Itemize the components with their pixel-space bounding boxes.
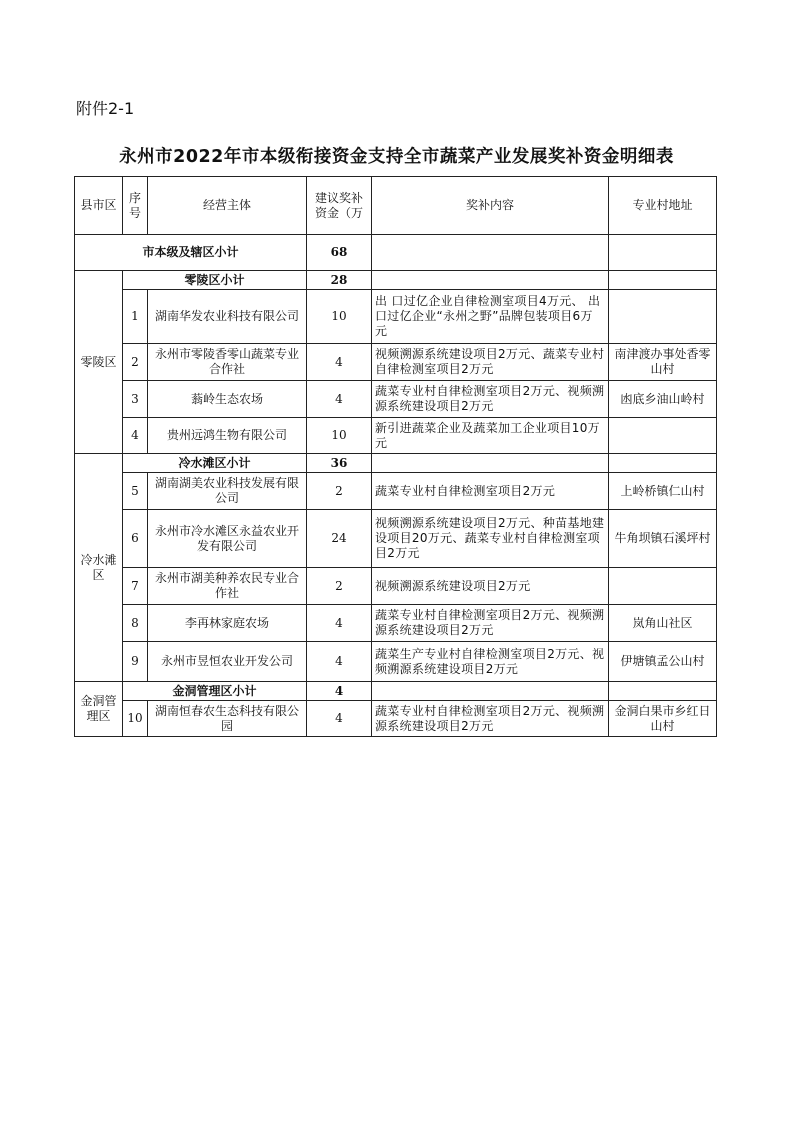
entity-cell: 蓊岭生态农场 xyxy=(148,381,307,418)
seq-cell: 6 xyxy=(123,510,148,568)
content-cell: 蔬菜专业村自律检测室项目2万元、视频溯源系统建设项目2万元 xyxy=(372,381,609,418)
entity-cell: 湖南湖美农业科技发展有限公司 xyxy=(148,473,307,510)
allocation-table xyxy=(74,176,717,737)
entity-cell: 永州市冷水滩区永益农业开发有限公司 xyxy=(148,510,307,568)
county-cell: 零陵区 xyxy=(75,271,123,454)
content-cell: 视频溯源系统建设项目2万元、蔬菜专业村自律检测室项目2万元 xyxy=(372,344,609,381)
entity-cell: 永州市湖美种养农民专业合作社 xyxy=(148,568,307,605)
subtotal-label: 金洞管理区小计 xyxy=(123,682,307,701)
subtotal-content xyxy=(372,682,609,701)
subtotal-amount: 28 xyxy=(307,271,372,290)
table-row xyxy=(75,418,717,454)
total-label: 市本级及辖区小计 xyxy=(75,235,307,271)
amount-cell: 10 xyxy=(307,290,372,344)
entity-cell: 湖南华发农业科技有限公司 xyxy=(148,290,307,344)
table-row xyxy=(75,344,717,381)
table-row xyxy=(75,473,717,510)
amount-cell: 4 xyxy=(307,605,372,642)
header-content: 奖补内容 xyxy=(372,177,609,235)
total-row xyxy=(75,235,717,271)
seq-cell: 2 xyxy=(123,344,148,381)
table-row xyxy=(75,568,717,605)
village-cell: 南津渡办事处香零山村 xyxy=(609,344,717,381)
seq-cell: 4 xyxy=(123,418,148,454)
subtotal-village xyxy=(609,454,717,473)
amount-cell: 4 xyxy=(307,701,372,737)
entity-cell: 永州市零陵香零山蔬菜专业合作社 xyxy=(148,344,307,381)
county-cell: 金洞管理区 xyxy=(75,682,123,737)
content-cell: 蔬菜生产专业村自律检测室项目2万元、视频溯源系统建设项目2万元 xyxy=(372,642,609,682)
seq-cell: 7 xyxy=(123,568,148,605)
content-cell: 蔬菜专业村自律检测室项目2万元 xyxy=(372,473,609,510)
amount-cell: 4 xyxy=(307,642,372,682)
content-cell: 蔬菜专业村自律检测室项目2万元、视频溯源系统建设项目2万元 xyxy=(372,701,609,737)
entity-cell: 贵州远鸿生物有限公司 xyxy=(148,418,307,454)
entity-cell: 湖南恒春农生态科技有限公园 xyxy=(148,701,307,737)
content-cell: 出 口过亿企业自律检测室项目4万元、 出 口过亿企业“永州之野”品牌包装项目6万元 xyxy=(372,290,609,344)
total-village xyxy=(609,235,717,271)
village-cell: 上岭桥镇仁山村 xyxy=(609,473,717,510)
entity-cell: 李再林家庭农场 xyxy=(148,605,307,642)
total-content xyxy=(372,235,609,271)
subtotal-row xyxy=(75,271,717,290)
subtotal-content xyxy=(372,454,609,473)
village-cell xyxy=(609,290,717,344)
attachment-label: 附件2-1 xyxy=(76,99,135,118)
amount-cell: 2 xyxy=(307,473,372,510)
subtotal-label: 零陵区小计 xyxy=(123,271,307,290)
amount-cell: 2 xyxy=(307,568,372,605)
table-row xyxy=(75,290,717,344)
seq-cell: 1 xyxy=(123,290,148,344)
header-county: 县市区 xyxy=(75,177,123,235)
subtotal-row xyxy=(75,454,717,473)
village-cell: 伊塘镇孟公山村 xyxy=(609,642,717,682)
seq-cell: 9 xyxy=(123,642,148,682)
seq-cell: 3 xyxy=(123,381,148,418)
table-row xyxy=(75,701,717,737)
header-seq: 序号 xyxy=(123,177,148,235)
subtotal-amount: 4 xyxy=(307,682,372,701)
village-cell: 牛角坝镇石溪坪村 xyxy=(609,510,717,568)
table-row xyxy=(75,642,717,682)
village-cell: 金洞白果市乡红日山村 xyxy=(609,701,717,737)
total-amount: 68 xyxy=(307,235,372,271)
village-cell xyxy=(609,568,717,605)
table-row xyxy=(75,605,717,642)
header-amount: 建议奖补资金（万 xyxy=(307,177,372,235)
content-cell: 视频溯源系统建设项目2万元、种苗基地建设项目20万元、蔬菜专业村自律检测室项目2万元 xyxy=(372,510,609,568)
amount-cell: 4 xyxy=(307,344,372,381)
header-village: 专业村地址 xyxy=(609,177,717,235)
table-row xyxy=(75,381,717,418)
content-cell: 蔬菜专业村自律检测室项目2万元、视频溯源系统建设项目2万元 xyxy=(372,605,609,642)
content-cell: 视频溯源系统建设项目2万元 xyxy=(372,568,609,605)
county-cell: 冷水滩区 xyxy=(75,454,123,682)
seq-cell: 8 xyxy=(123,605,148,642)
seq-cell: 10 xyxy=(123,701,148,737)
subtotal-village xyxy=(609,682,717,701)
table-row xyxy=(75,510,717,568)
content-cell: 新引进蔬菜企业及蔬菜加工企业项目10万元 xyxy=(372,418,609,454)
subtotal-content xyxy=(372,271,609,290)
village-cell xyxy=(609,418,717,454)
subtotal-row xyxy=(75,682,717,701)
village-cell: 岚角山社区 xyxy=(609,605,717,642)
subtotal-label: 冷水滩区小计 xyxy=(123,454,307,473)
seq-cell: 5 xyxy=(123,473,148,510)
subtotal-village xyxy=(609,271,717,290)
entity-cell: 永州市昱恒农业开发公司 xyxy=(148,642,307,682)
header-entity: 经营主体 xyxy=(148,177,307,235)
amount-cell: 24 xyxy=(307,510,372,568)
amount-cell: 4 xyxy=(307,381,372,418)
subtotal-amount: 36 xyxy=(307,454,372,473)
page-title: 永州市2022年市本级衔接资金支持全市蔬菜产业发展奖补资金明细表 xyxy=(119,147,674,167)
village-cell: 凼底乡油山岭村 xyxy=(609,381,717,418)
amount-cell: 10 xyxy=(307,418,372,454)
